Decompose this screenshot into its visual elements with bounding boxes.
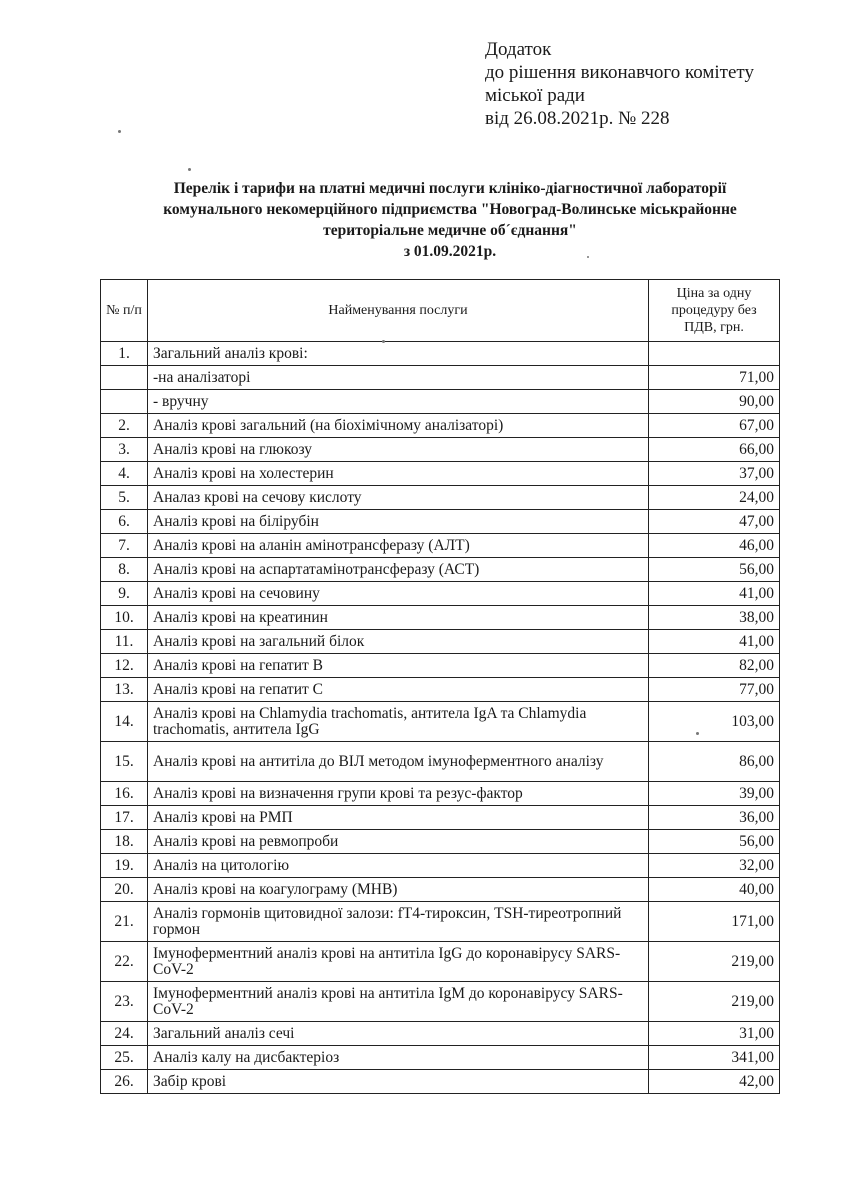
table-row (101, 678, 780, 702)
service-price: 219,00 (649, 982, 780, 1022)
table-row (101, 854, 780, 878)
row-number: 23. (101, 982, 148, 1022)
scan-speck (382, 340, 385, 343)
row-number: 2. (101, 414, 148, 438)
service-name: Забір крові (148, 1070, 649, 1094)
row-number: 20. (101, 878, 148, 902)
row-number: 18. (101, 830, 148, 854)
service-name: Аналіз крові на глюкозу (148, 438, 649, 462)
service-name: Аналіз крові загальний (на біохімічному аналізаторі) (148, 414, 649, 438)
table-row (101, 414, 780, 438)
table-row (101, 606, 780, 630)
service-price: 42,00 (649, 1070, 780, 1094)
row-number: 24. (101, 1022, 148, 1046)
service-price: 90,00 (649, 390, 780, 414)
service-name: -на аналізаторі (148, 366, 649, 390)
service-price: 41,00 (649, 582, 780, 606)
appendix-date-line: від 26.08.2021р. № 228 (485, 108, 670, 129)
appendix-block (485, 38, 825, 130)
row-number: 1. (101, 342, 148, 366)
service-name: Аналіз гормонів щитовидної залози: fT4-тироксин, TSH-тиреотропний гормон (148, 902, 649, 942)
table-row (101, 830, 780, 854)
title-line: Перелік і тарифи на платні медичні послуги клініко-діагностичної лабораторії (173, 180, 727, 197)
service-price: 103,00 (649, 702, 780, 742)
service-price: 38,00 (649, 606, 780, 630)
service-price: 37,00 (649, 462, 780, 486)
table-row (101, 630, 780, 654)
service-price: 56,00 (649, 558, 780, 582)
appendix-line: до рішення виконавчого комітету (485, 62, 754, 83)
table-row (101, 366, 780, 390)
table-row (101, 982, 780, 1022)
service-name: Аналіз крові на сечовину (148, 582, 649, 606)
service-name: Аналіз на цитологію (148, 854, 649, 878)
table-row (101, 702, 780, 742)
service-price: 36,00 (649, 806, 780, 830)
header-number: № п/п (101, 280, 148, 342)
row-number: 16. (101, 782, 148, 806)
table-row (101, 742, 780, 782)
header-service-name: Найменування послуги (148, 280, 649, 342)
service-price: 341,00 (649, 1046, 780, 1070)
service-name: Аналіз крові на загальний білок (148, 630, 649, 654)
table-row (101, 782, 780, 806)
document-title (60, 178, 840, 262)
service-name: Аналіз крові на ревмопроби (148, 830, 649, 854)
service-name: Імуноферментний аналіз крові на антитіла IgG до коронавірусу SARS-CoV-2 (148, 942, 649, 982)
table-row (101, 438, 780, 462)
row-number (101, 390, 148, 414)
service-price: 77,00 (649, 678, 780, 702)
row-number: 22. (101, 942, 148, 982)
row-number: 11. (101, 630, 148, 654)
price-table (100, 279, 780, 1094)
service-price: 32,00 (649, 854, 780, 878)
service-price: 67,00 (649, 414, 780, 438)
row-number: 10. (101, 606, 148, 630)
service-price: 171,00 (649, 902, 780, 942)
service-name: Аналіз крові на креатинин (148, 606, 649, 630)
row-number: 26. (101, 1070, 148, 1094)
row-number: 19. (101, 854, 148, 878)
table-row (101, 510, 780, 534)
row-number: 7. (101, 534, 148, 558)
table-row (101, 1070, 780, 1094)
table-row (101, 342, 780, 366)
row-number: 17. (101, 806, 148, 830)
row-number: 21. (101, 902, 148, 942)
table-row (101, 462, 780, 486)
service-price: 56,00 (649, 830, 780, 854)
table-row (101, 558, 780, 582)
row-number: 12. (101, 654, 148, 678)
service-name: Аналіз крові на білірубін (148, 510, 649, 534)
table-row (101, 486, 780, 510)
service-price: 71,00 (649, 366, 780, 390)
service-name: Аналіз крові на аспартатамінотрансферазу (АСТ) (148, 558, 649, 582)
table-row (101, 1022, 780, 1046)
table-row (101, 390, 780, 414)
service-name: Аналаз крові на сечову кислоту (148, 486, 649, 510)
row-number: 6. (101, 510, 148, 534)
table-row (101, 1046, 780, 1070)
service-name: Загальний аналіз сечі (148, 1022, 649, 1046)
row-number: 5. (101, 486, 148, 510)
table-row (101, 654, 780, 678)
header-price: Ціна за одну процедуру без ПДВ, грн. (649, 280, 780, 342)
scan-speck (587, 256, 589, 258)
service-price: 66,00 (649, 438, 780, 462)
row-number: 15. (101, 742, 148, 782)
row-number: 13. (101, 678, 148, 702)
service-name: Аналіз крові на антитіла до ВІЛ методом імуноферментного аналізу (148, 742, 649, 782)
service-name: Аналіз крові на гепатит С (148, 678, 649, 702)
service-name: Аналіз крові на РМП (148, 806, 649, 830)
table-row (101, 902, 780, 942)
table-row (101, 878, 780, 902)
service-name: Аналіз крові на Chlamydia trachomatis, антитела IgA та Chlamydia trachomatis, антитела IgG (148, 702, 649, 742)
title-line: територіальне медичне об´єднання" (323, 222, 577, 239)
appendix-line: міської ради (485, 85, 585, 106)
service-price: 39,00 (649, 782, 780, 806)
service-price (649, 342, 780, 366)
service-name: Аналіз крові на коагулограму (МНВ) (148, 878, 649, 902)
table-row (101, 582, 780, 606)
service-price: 31,00 (649, 1022, 780, 1046)
service-price: 24,00 (649, 486, 780, 510)
row-number: 4. (101, 462, 148, 486)
row-number: 9. (101, 582, 148, 606)
service-price: 46,00 (649, 534, 780, 558)
service-price: 41,00 (649, 630, 780, 654)
title-line: комунального некомерційного підприємства "Новоград-Волинське міськрайонне (163, 201, 737, 218)
service-name: Аналіз крові на холестерин (148, 462, 649, 486)
service-name: Імуноферментний аналіз крові на антитіла IgM до коронавірусу SARS-CoV-2 (148, 982, 649, 1022)
service-name: - вручну (148, 390, 649, 414)
table-row (101, 534, 780, 558)
row-number (101, 366, 148, 390)
service-price: 219,00 (649, 942, 780, 982)
row-number: 25. (101, 1046, 148, 1070)
service-price: 47,00 (649, 510, 780, 534)
row-number: 3. (101, 438, 148, 462)
service-price: 40,00 (649, 878, 780, 902)
service-name: Аналіз крові на визначення групи крові та резус-фактор (148, 782, 649, 806)
service-price: 82,00 (649, 654, 780, 678)
table-row (101, 942, 780, 982)
table-row (101, 806, 780, 830)
service-price: 86,00 (649, 742, 780, 782)
scan-speck (696, 732, 699, 735)
row-number: 14. (101, 702, 148, 742)
service-name: Аналіз крові на гепатит В (148, 654, 649, 678)
service-name: Аналіз калу на дисбактеріоз (148, 1046, 649, 1070)
title-date-line: з 01.09.2021р. (403, 243, 497, 260)
scan-speck (118, 130, 121, 133)
appendix-line: Додаток (485, 39, 552, 60)
service-name: Аналіз крові на аланін амінотрансферазу (АЛТ) (148, 534, 649, 558)
row-number: 8. (101, 558, 148, 582)
service-name: Загальний аналіз крові: (148, 342, 649, 366)
price-table-body (101, 342, 780, 1094)
table-header-row (101, 280, 780, 342)
scan-speck (188, 168, 191, 171)
